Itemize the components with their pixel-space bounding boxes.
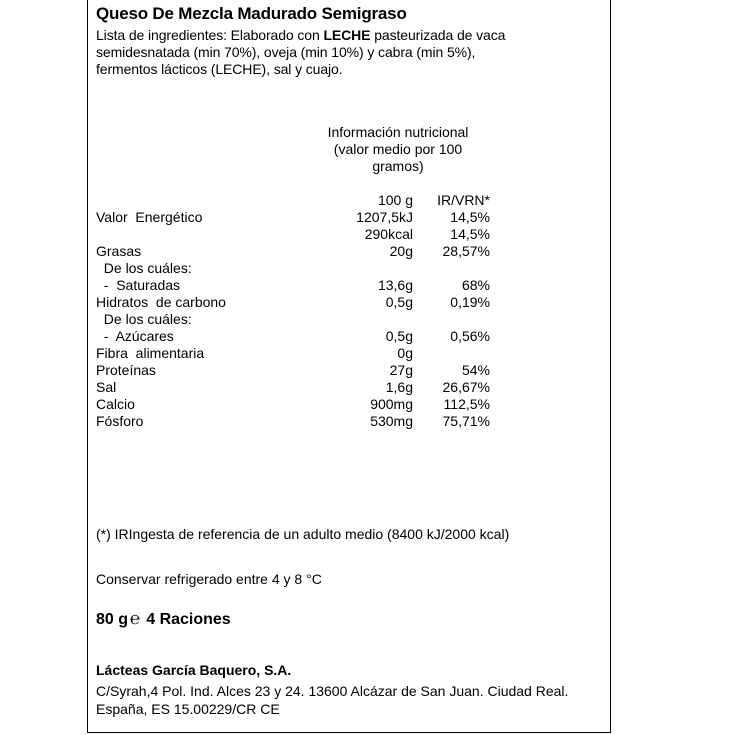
nutrition-heading-line: gramos) (372, 158, 424, 174)
nutrient-value-100g: 530mg (370, 413, 413, 429)
nutrient-value-100g: 1207,5kJ (356, 209, 413, 225)
nutrient-name: De los cuáles: (96, 260, 192, 276)
nutrient-value-vrn: 28,57% (442, 243, 490, 259)
nutrition-row (96, 209, 496, 226)
estimated-sign-icon: ℮ (130, 609, 141, 628)
nutrient-value-100g: 1,6g (385, 379, 413, 395)
portions-count: 4 Raciones (146, 611, 231, 628)
net-weight-amount: 80 g (96, 611, 129, 628)
nutrient-name: Valor Energético (96, 209, 203, 225)
ingredients-allergen: LECHE (323, 27, 371, 43)
column-header-vrn: IR/VRN* (437, 192, 490, 208)
nutrient-name: - Saturadas (96, 277, 181, 293)
nutrient-value-100g: 27g (389, 362, 413, 378)
nutrition-row (96, 294, 496, 311)
nutrient-value-vrn: 112,5% (443, 396, 490, 412)
nutrition-row (96, 226, 496, 243)
nutrition-row (96, 362, 496, 379)
nutrient-value-vrn: 75,71% (442, 413, 490, 429)
nutrient-value-vrn: 26,67% (442, 379, 490, 395)
nutrition-row (96, 396, 496, 413)
nutrient-name: Hidratos de carbono (96, 294, 226, 310)
reference-footnote: (*) IRIngesta de referencia de un adulto medio (8400 kJ/2000 kcal) (96, 526, 510, 542)
nutrient-name: Grasas (96, 243, 142, 259)
nutrition-row (96, 311, 496, 328)
ingredients-prefix: Lista de ingredientes: Elaborado con (96, 27, 324, 43)
nutrition-row (96, 243, 496, 260)
nutrient-value-100g: 13,6g (377, 277, 413, 293)
nutrition-heading (318, 124, 478, 175)
nutrient-value-100g: 0,5g (385, 328, 413, 344)
nutrition-row (96, 379, 496, 396)
nutrient-name: - Azúcares (96, 328, 174, 344)
nutrition-heading-line: (valor medio por 100 (333, 141, 463, 157)
nutrient-value-vrn: 14,5% (450, 209, 490, 225)
ingredients-list (96, 27, 526, 78)
column-header-100g: 100 g (377, 192, 413, 208)
product-title: Queso De Mezcla Madurado Semigraso (96, 4, 407, 23)
nutrition-row (96, 328, 496, 345)
nutrition-heading-line: Información nutricional (327, 124, 469, 140)
nutrient-value-100g: 900mg (370, 396, 413, 412)
company-address: C/Syrah,4 Pol. Ind. Alces 23 y 24. 13600 Alcázar de San Juan. Ciudad Real. España, ES 15.00229/CR CE (96, 683, 569, 717)
nutrient-value-100g: 0,5g (385, 294, 413, 310)
nutrient-value-vrn: 0,19% (450, 294, 490, 310)
nutrient-name: Sal (96, 379, 117, 395)
nutrition-row (96, 260, 496, 277)
nutrition-row (96, 413, 496, 430)
nutrition-row (96, 345, 496, 362)
nutrition-row (96, 277, 496, 294)
nutrient-value-100g: 20g (389, 243, 413, 259)
nutrient-value-vrn: 0,56% (450, 328, 490, 344)
nutrition-column-headers (96, 192, 496, 209)
nutrient-name: Calcio (96, 396, 135, 412)
ingredients-rest: pasteurizada de vaca semidesnatada (min 70%), oveja (min 10%) y cabra (min 5%), fermentos lácticos (LECHE), sal y cuajo. (96, 27, 506, 77)
nutrient-value-100g: 0g (397, 345, 413, 361)
storage-instructions: Conservar refrigerado entre 4 y 8 °C (96, 571, 322, 587)
nutrient-name: Proteínas (96, 362, 156, 378)
nutrient-value-vrn: 14,5% (450, 226, 490, 242)
nutrient-value-100g: 290kcal (364, 226, 413, 242)
nutrient-name: Fósforo (96, 413, 144, 429)
net-weight (96, 609, 231, 629)
nutrient-value-vrn: 68% (461, 277, 490, 293)
nutrient-name: Fibra alimentaria (96, 345, 205, 361)
company-name: Lácteas García Baquero, S.A. (96, 662, 292, 678)
nutrient-name: De los cuáles: (96, 311, 192, 327)
nutrient-value-vrn: 54% (461, 362, 490, 378)
